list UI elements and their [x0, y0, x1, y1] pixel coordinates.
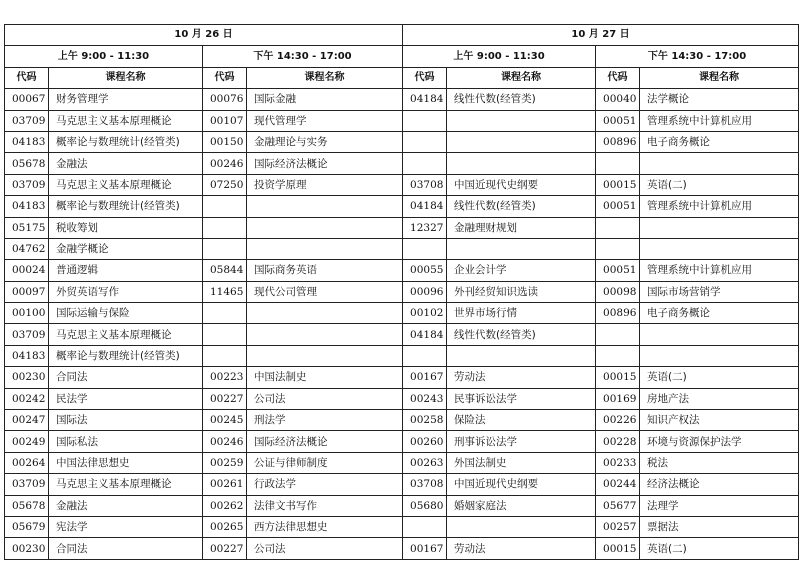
day1-morning-session: 上午 9:00 - 11:30 — [5, 46, 203, 67]
course-name-cell: 马克思主义基本原理概论 — [49, 324, 203, 345]
course-name-cell: 金融法 — [49, 495, 203, 516]
course-name-cell: 税法 — [640, 452, 799, 473]
course-code-cell: 00015 — [596, 367, 640, 388]
course-code-cell: 00230 — [5, 538, 49, 559]
course-code-cell: 00102 — [403, 303, 447, 324]
course-code-cell — [403, 110, 447, 131]
course-name-cell: 投资学原理 — [247, 174, 403, 195]
course-name-cell — [247, 303, 403, 324]
day2-morning-session: 上午 9:00 - 11:30 — [403, 46, 596, 67]
name-column-header: 课程名称 — [447, 67, 596, 88]
course-name-cell: 国际运输与保险 — [49, 303, 203, 324]
name-column-header: 课程名称 — [640, 67, 799, 88]
course-name-cell: 国际商务英语 — [247, 260, 403, 281]
course-name-cell — [447, 238, 596, 259]
course-name-cell: 法学概论 — [640, 89, 799, 110]
course-code-cell: 04184 — [403, 324, 447, 345]
course-name-cell: 公司法 — [247, 388, 403, 409]
course-name-cell: 中国法制史 — [247, 367, 403, 388]
course-code-cell: 00227 — [203, 388, 247, 409]
course-name-cell — [640, 153, 799, 174]
course-name-cell: 金融理财规划 — [447, 217, 596, 238]
table-row — [5, 303, 799, 324]
name-column-header: 课程名称 — [247, 67, 403, 88]
course-code-cell: 03709 — [5, 474, 49, 495]
course-code-cell: 00167 — [403, 538, 447, 559]
course-name-cell — [447, 153, 596, 174]
course-code-cell — [596, 217, 640, 238]
course-name-cell — [247, 238, 403, 259]
course-code-cell: 00107 — [203, 110, 247, 131]
course-code-cell: 00233 — [596, 452, 640, 473]
course-name-cell: 管理系统中计算机应用 — [640, 260, 799, 281]
day2-date: 10 月 27 日 — [403, 25, 799, 46]
course-code-cell: 00896 — [596, 303, 640, 324]
course-code-cell: 05678 — [5, 495, 49, 516]
course-code-cell: 00260 — [403, 431, 447, 452]
course-name-cell: 刑法学 — [247, 410, 403, 431]
code-column-header: 代码 — [596, 67, 640, 88]
course-code-cell: 03708 — [403, 474, 447, 495]
course-code-cell: 00257 — [596, 516, 640, 537]
course-name-cell: 中国近现代史纲要 — [447, 174, 596, 195]
course-name-cell: 金融理论与实务 — [247, 131, 403, 152]
course-name-cell: 现代管理学 — [247, 110, 403, 131]
course-name-cell: 概率论与数理统计(经管类) — [49, 196, 203, 217]
course-code-cell — [203, 324, 247, 345]
course-name-cell: 法理学 — [640, 495, 799, 516]
course-code-cell: 04184 — [403, 89, 447, 110]
table-row — [5, 367, 799, 388]
course-name-cell: 线性代数(经管类) — [447, 89, 596, 110]
course-code-cell — [403, 345, 447, 366]
date-header-row — [5, 25, 799, 46]
table-row — [5, 388, 799, 409]
code-column-header: 代码 — [5, 67, 49, 88]
course-code-cell: 00228 — [596, 431, 640, 452]
course-name-cell: 英语(二) — [640, 367, 799, 388]
course-name-cell: 管理系统中计算机应用 — [640, 196, 799, 217]
day2-afternoon-session: 下午 14:30 - 17:00 — [596, 46, 799, 67]
table-row — [5, 410, 799, 431]
table-row — [5, 431, 799, 452]
course-name-cell: 国际经济法概论 — [247, 153, 403, 174]
table-row — [5, 217, 799, 238]
course-name-cell: 房地产法 — [640, 388, 799, 409]
course-code-cell: 00051 — [596, 260, 640, 281]
course-code-cell: 00261 — [203, 474, 247, 495]
table-row — [5, 260, 799, 281]
course-code-cell: 00243 — [403, 388, 447, 409]
course-name-cell: 票据法 — [640, 516, 799, 537]
course-code-cell: 00067 — [5, 89, 49, 110]
course-name-cell: 劳动法 — [447, 538, 596, 559]
course-code-cell — [203, 196, 247, 217]
course-code-cell: 00150 — [203, 131, 247, 152]
course-name-cell: 公证与律师制度 — [247, 452, 403, 473]
course-code-cell: 00015 — [596, 538, 640, 559]
course-code-cell: 00242 — [5, 388, 49, 409]
column-header-row — [5, 67, 799, 88]
course-code-cell: 05680 — [403, 495, 447, 516]
course-code-cell: 00227 — [203, 538, 247, 559]
course-name-cell: 国际经济法概论 — [247, 431, 403, 452]
course-code-cell — [203, 345, 247, 366]
course-name-cell: 劳动法 — [447, 367, 596, 388]
course-name-cell: 民事诉讼法学 — [447, 388, 596, 409]
course-name-cell: 中国法律思想史 — [49, 452, 203, 473]
course-code-cell — [596, 345, 640, 366]
table-row — [5, 153, 799, 174]
course-code-cell: 07250 — [203, 174, 247, 195]
course-code-cell: 00246 — [203, 153, 247, 174]
course-code-cell: 05679 — [5, 516, 49, 537]
course-name-cell: 普通逻辑 — [49, 260, 203, 281]
course-code-cell: 00262 — [203, 495, 247, 516]
table-row — [5, 131, 799, 152]
course-name-cell: 马克思主义基本原理概论 — [49, 474, 203, 495]
course-code-cell — [203, 217, 247, 238]
table-row — [5, 324, 799, 345]
course-code-cell: 00076 — [203, 89, 247, 110]
name-column-header: 课程名称 — [49, 67, 203, 88]
course-code-cell: 03709 — [5, 174, 49, 195]
course-name-cell: 马克思主义基本原理概论 — [49, 174, 203, 195]
table-row — [5, 495, 799, 516]
course-code-cell — [596, 238, 640, 259]
course-name-cell: 线性代数(经管类) — [447, 196, 596, 217]
table-row — [5, 196, 799, 217]
course-name-cell: 管理系统中计算机应用 — [640, 110, 799, 131]
course-code-cell: 00245 — [203, 410, 247, 431]
course-name-cell: 西方法律思想史 — [247, 516, 403, 537]
course-code-cell: 05844 — [203, 260, 247, 281]
course-code-cell: 00258 — [403, 410, 447, 431]
table-row — [5, 538, 799, 559]
course-code-cell: 11465 — [203, 281, 247, 302]
day1-afternoon-session: 下午 14:30 - 17:00 — [203, 46, 403, 67]
course-code-cell: 00100 — [5, 303, 49, 324]
course-code-cell: 05175 — [5, 217, 49, 238]
course-code-cell — [596, 153, 640, 174]
course-code-cell: 00896 — [596, 131, 640, 152]
course-name-cell: 中国近现代史纲要 — [447, 474, 596, 495]
course-name-cell — [447, 110, 596, 131]
course-name-cell: 金融法 — [49, 153, 203, 174]
course-code-cell: 00024 — [5, 260, 49, 281]
course-code-cell — [403, 153, 447, 174]
course-code-cell: 00226 — [596, 410, 640, 431]
course-code-cell: 04183 — [5, 131, 49, 152]
course-code-cell: 04183 — [5, 345, 49, 366]
course-code-cell: 05678 — [5, 153, 49, 174]
course-name-cell — [640, 324, 799, 345]
course-code-cell: 00259 — [203, 452, 247, 473]
course-code-cell: 04762 — [5, 238, 49, 259]
course-code-cell: 00263 — [403, 452, 447, 473]
course-name-cell: 金融学概论 — [49, 238, 203, 259]
course-code-cell — [203, 303, 247, 324]
course-name-cell — [640, 217, 799, 238]
course-name-cell: 财务管理学 — [49, 89, 203, 110]
course-name-cell: 外国法制史 — [447, 452, 596, 473]
course-code-cell — [203, 238, 247, 259]
course-name-cell — [247, 217, 403, 238]
course-code-cell: 00169 — [596, 388, 640, 409]
course-name-cell — [640, 345, 799, 366]
course-name-cell: 国际金融 — [247, 89, 403, 110]
course-name-cell: 婚姻家庭法 — [447, 495, 596, 516]
course-name-cell: 行政法学 — [247, 474, 403, 495]
course-name-cell: 概率论与数理统计(经管类) — [49, 131, 203, 152]
course-code-cell: 00055 — [403, 260, 447, 281]
course-code-cell: 00096 — [403, 281, 447, 302]
day1-date: 10 月 26 日 — [5, 25, 403, 46]
course-code-cell: 00230 — [5, 367, 49, 388]
course-name-cell: 刑事诉讼法学 — [447, 431, 596, 452]
course-name-cell: 环境与资源保护法学 — [640, 431, 799, 452]
course-code-cell — [596, 324, 640, 345]
course-name-cell: 英语(二) — [640, 174, 799, 195]
course-name-cell: 合同法 — [49, 367, 203, 388]
course-name-cell — [447, 516, 596, 537]
session-header-row — [5, 46, 799, 67]
course-name-cell — [447, 345, 596, 366]
course-code-cell: 00098 — [596, 281, 640, 302]
table-row — [5, 474, 799, 495]
course-code-cell — [403, 238, 447, 259]
course-name-cell: 世界市场行情 — [447, 303, 596, 324]
course-code-cell: 00246 — [203, 431, 247, 452]
table-row — [5, 238, 799, 259]
course-name-cell: 国际私法 — [49, 431, 203, 452]
course-name-cell: 外刊经贸知识选读 — [447, 281, 596, 302]
course-name-cell: 外贸英语写作 — [49, 281, 203, 302]
course-name-cell: 线性代数(经管类) — [447, 324, 596, 345]
course-name-cell: 经济法概论 — [640, 474, 799, 495]
course-code-cell: 00040 — [596, 89, 640, 110]
course-name-cell — [247, 196, 403, 217]
course-code-cell: 00015 — [596, 174, 640, 195]
course-name-cell: 合同法 — [49, 538, 203, 559]
course-name-cell — [447, 131, 596, 152]
course-code-cell: 12327 — [403, 217, 447, 238]
course-name-cell: 国际市场营销学 — [640, 281, 799, 302]
course-name-cell — [247, 345, 403, 366]
course-name-cell: 企业会计学 — [447, 260, 596, 281]
course-code-cell: 00051 — [596, 110, 640, 131]
course-name-cell: 现代公司管理 — [247, 281, 403, 302]
table-row — [5, 516, 799, 537]
course-code-cell: 00244 — [596, 474, 640, 495]
course-code-cell: 04183 — [5, 196, 49, 217]
course-name-cell: 法律文书写作 — [247, 495, 403, 516]
course-code-cell: 03708 — [403, 174, 447, 195]
course-name-cell: 电子商务概论 — [640, 303, 799, 324]
code-column-header: 代码 — [403, 67, 447, 88]
course-name-cell: 知识产权法 — [640, 410, 799, 431]
course-name-cell: 马克思主义基本原理概论 — [49, 110, 203, 131]
course-code-cell: 00223 — [203, 367, 247, 388]
course-code-cell: 05677 — [596, 495, 640, 516]
table-row — [5, 452, 799, 473]
course-name-cell: 国际法 — [49, 410, 203, 431]
course-code-cell: 00247 — [5, 410, 49, 431]
course-code-cell — [403, 131, 447, 152]
code-column-header: 代码 — [203, 67, 247, 88]
course-name-cell: 民法学 — [49, 388, 203, 409]
course-code-cell: 00167 — [403, 367, 447, 388]
table-row — [5, 110, 799, 131]
course-code-cell: 00097 — [5, 281, 49, 302]
course-code-cell: 03709 — [5, 324, 49, 345]
course-code-cell: 00264 — [5, 452, 49, 473]
course-name-cell: 税收筹划 — [49, 217, 203, 238]
course-name-cell — [247, 324, 403, 345]
course-code-cell: 00051 — [596, 196, 640, 217]
course-name-cell: 英语(二) — [640, 538, 799, 559]
schedule-body — [5, 89, 799, 560]
table-row — [5, 89, 799, 110]
course-name-cell: 概率论与数理统计(经管类) — [49, 345, 203, 366]
course-code-cell: 03709 — [5, 110, 49, 131]
table-row — [5, 281, 799, 302]
course-name-cell: 保险法 — [447, 410, 596, 431]
course-code-cell: 00265 — [203, 516, 247, 537]
course-code-cell — [403, 516, 447, 537]
course-name-cell: 宪法学 — [49, 516, 203, 537]
exam-schedule-table — [4, 24, 799, 560]
course-name-cell: 公司法 — [247, 538, 403, 559]
course-name-cell — [640, 238, 799, 259]
table-row — [5, 174, 799, 195]
course-name-cell: 电子商务概论 — [640, 131, 799, 152]
course-code-cell: 04184 — [403, 196, 447, 217]
course-code-cell: 00249 — [5, 431, 49, 452]
table-row — [5, 345, 799, 366]
